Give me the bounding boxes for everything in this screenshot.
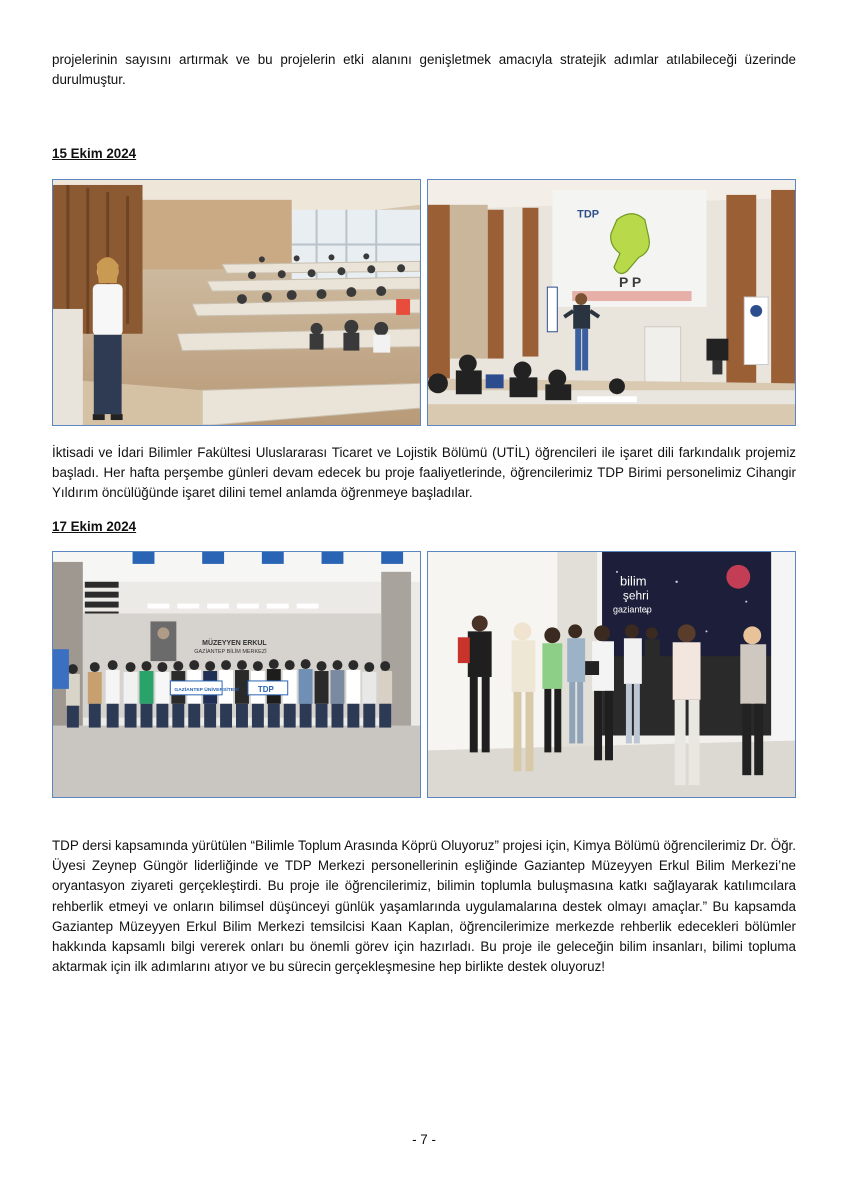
guided-visit-photo: [427, 551, 796, 798]
group-photo-science-center: [52, 551, 421, 798]
bilim-sign-line1: bilim: [619, 573, 647, 589]
section1-paragraph: İktisadi ve İdari Bilimler Fakültesi Uluslararası Ticaret ve Lojistik Bölümü (UTİL) öğrencileri ile işaret dili farkındalık projemiz başladı. Her hafta perşembe günleri devam edecek bu proje faaliyetlerinde, öğrencilerimiz TDP Birimi personelimiz Cihangir Yıldırım öncülüğünde işaret dilini temel anlamda öğrenmeye başladılar.: [52, 445, 796, 501]
sign-language-presentation-photo: [427, 179, 796, 426]
intro-paragraph: projelerinin sayısını artırmak ve bu projelerin etki alanını genişletmek amacıyla stratejik adımlar atılabileceği üzerinde durulmuştur.: [52, 52, 796, 88]
wall-sign-line2: GAZİANTEP BİLİM MERKEZİ: [194, 649, 267, 656]
bilim-sign-line2: şehri: [622, 588, 649, 603]
lecture-hall-photo: [52, 179, 421, 426]
section-date-heading: 15 Ekim 2024: [52, 146, 137, 161]
page-number: - 7 -: [412, 1132, 436, 1147]
slide-logo-text: TDP: [577, 208, 600, 221]
bilim-sign-line3: gaziantep: [612, 604, 652, 615]
section-date-heading-2: 17 Ekim 2024: [52, 519, 137, 534]
held-banner-tdp: TDP: [257, 684, 274, 694]
wall-sign-line1: MÜZEYYEN ERKUL: [202, 640, 267, 648]
slide-letters: P P: [618, 274, 642, 291]
held-banner-university: GAZİANTEP ÜNİVERSİTESİ: [174, 687, 239, 693]
section2-paragraph: TDP dersi kapsamında yürütülen “Bilimle Toplum Arasında Köprü Oluyoruz” projesi için, Kimya Bölümü öğrencilerimiz Dr. Öğr. Üyesi Zeynep Güngör liderliğinde ve TDP Merkezi personellerinin eşliğinde Gaziantep Müzeyyen Erkul Bilim Merkezi’ne oryantasyon ziyareti gerçekleştirdi. Bu proje ile öğrencilerimiz, bilimin toplumla buluşmasına katkı sağlayarak katılımcılara rehberlik etmeyi ve onların bilimsel düşünceyi günlük yaşamlarında uygulamalarına destek olmayı amaçlar.” Bu kapsamda Gaziantep Müzeyyen Erkul Bilim Merkezi temsilcisi Kaan Kaplan, öğrencilerimize merkezde rehberlik edecekleri bölümler hakkında kapsamlı bilgi vererek onları bu önemli görev için hazırladı. Bu proje ile geleceğin bilim insanları, bilimi topluma aktarmak için ilk adımlarını atıyor ve bu sürecin gerçekleşmesine hep birlikte destek oluyoruz!: [52, 838, 796, 975]
